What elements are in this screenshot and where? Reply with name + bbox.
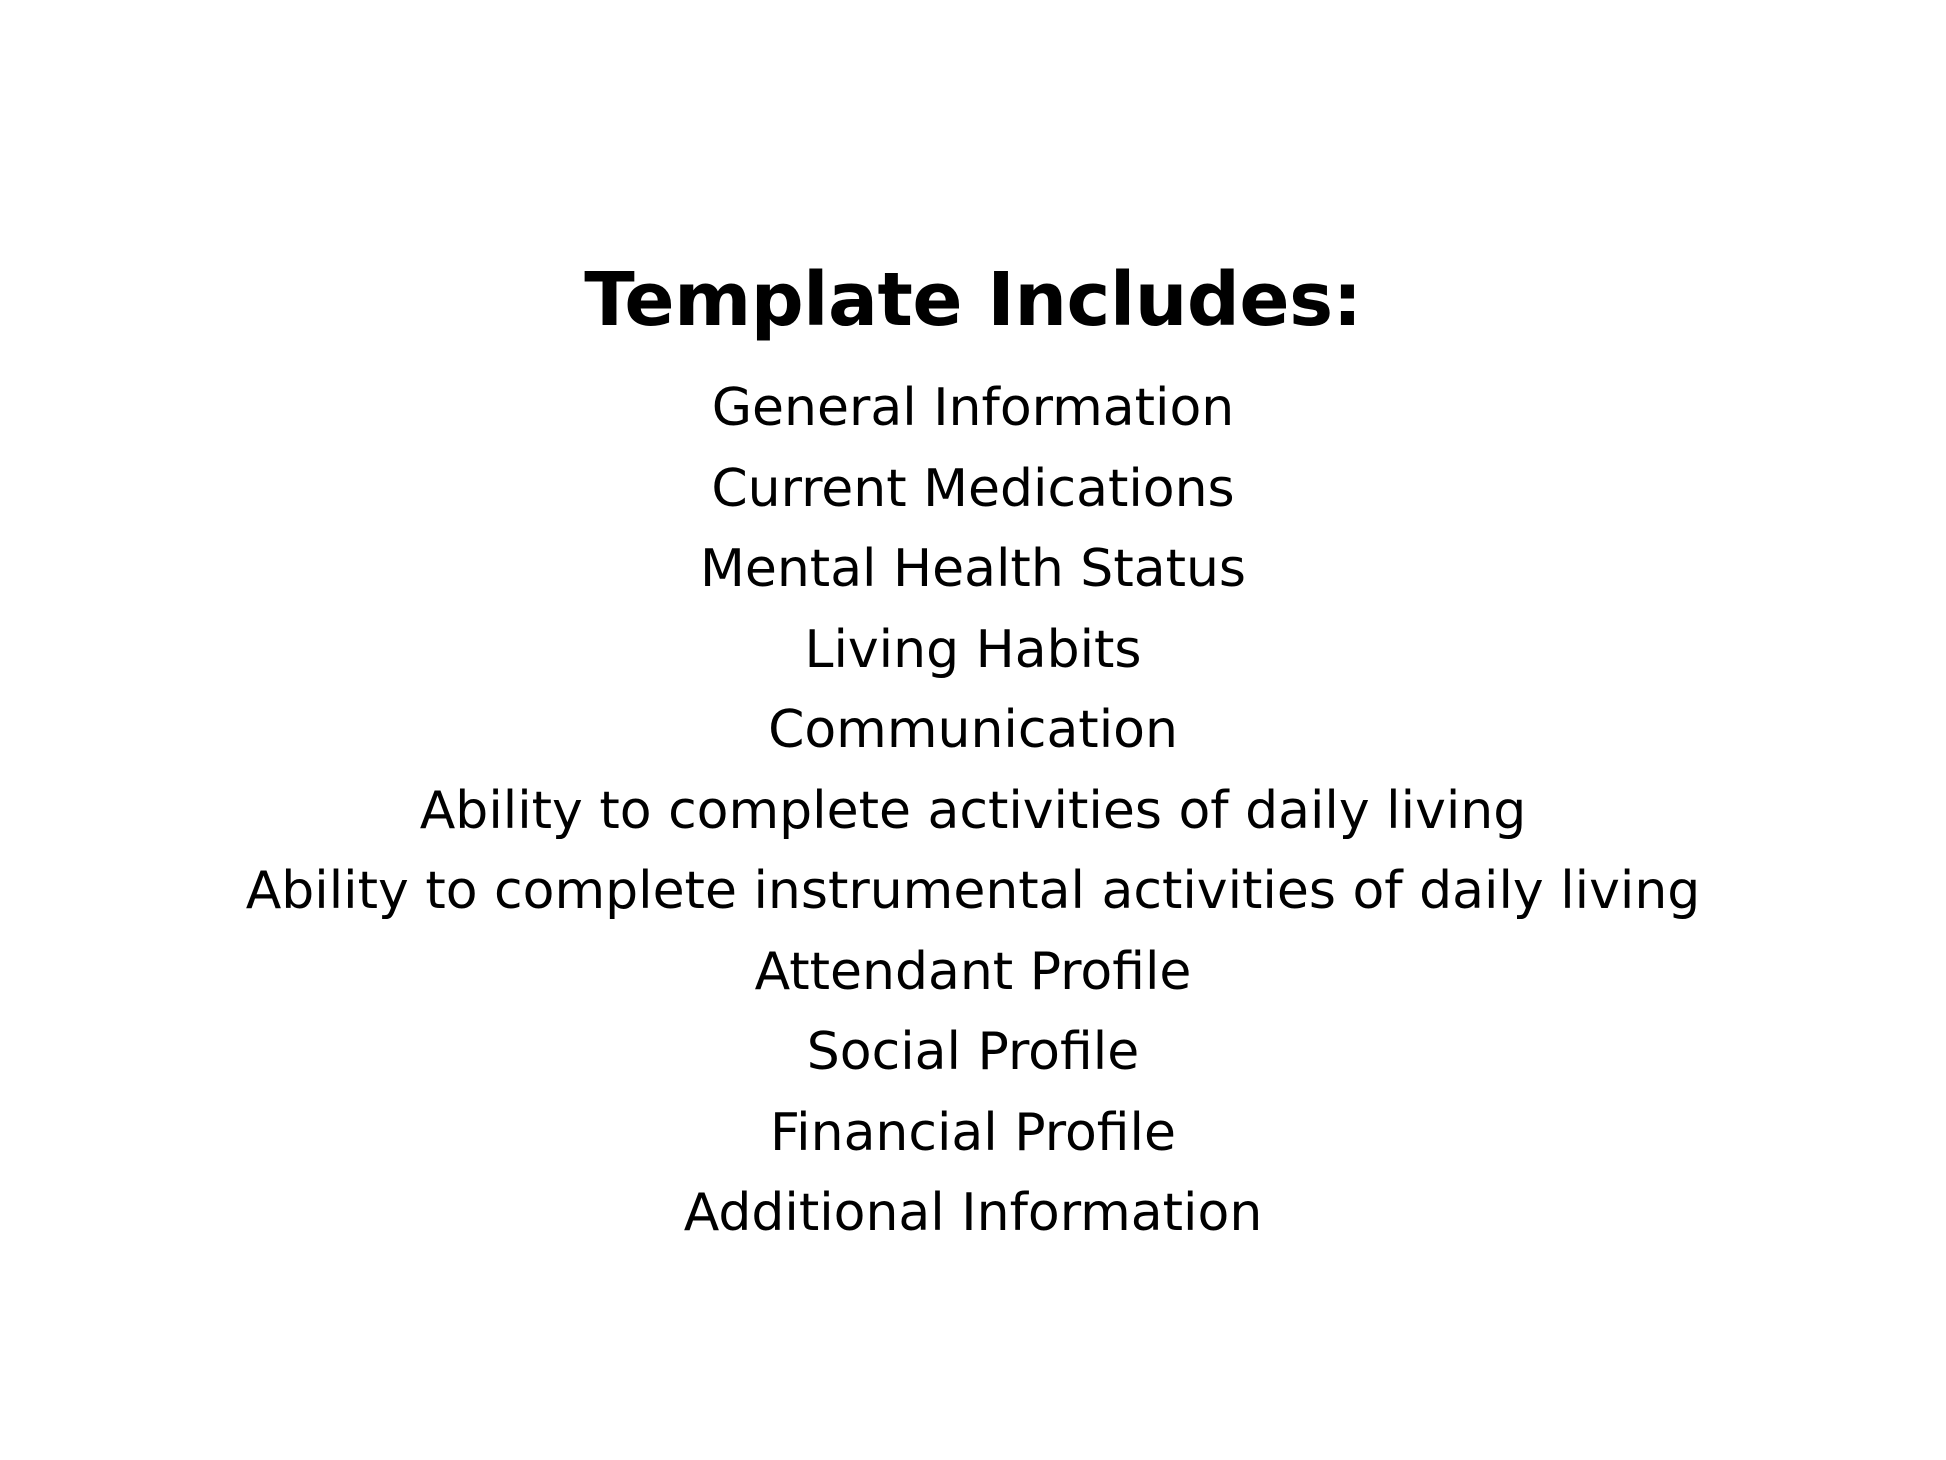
included-sections-list [0, 368, 1946, 1254]
template-contents [0, 250, 1946, 1254]
page-title: Template Includes: [584, 257, 1362, 343]
list-item-mental-health-status: Mental Health Status [699, 539, 1247, 599]
list-item-current-medications: Current Medications [711, 458, 1235, 519]
list-item-activities-daily-living: Ability to complete activities of daily living [419, 780, 1527, 841]
list-item-financial-profile: Financial Profile [770, 1102, 1176, 1163]
list-item-social-profile: Social Profile [806, 1022, 1140, 1082]
list-item-living-habits: Living Habits [804, 619, 1142, 680]
list-item-general-information: General Information [711, 378, 1235, 438]
list-item-communication: Communication [768, 700, 1178, 760]
list-item-additional-information: Additional Information [683, 1183, 1263, 1243]
list-item-attendant-profile: Attendant Profile [754, 941, 1192, 1002]
list-item-instrumental-activities: Ability to complete instrumental activities of daily living [245, 861, 1701, 921]
